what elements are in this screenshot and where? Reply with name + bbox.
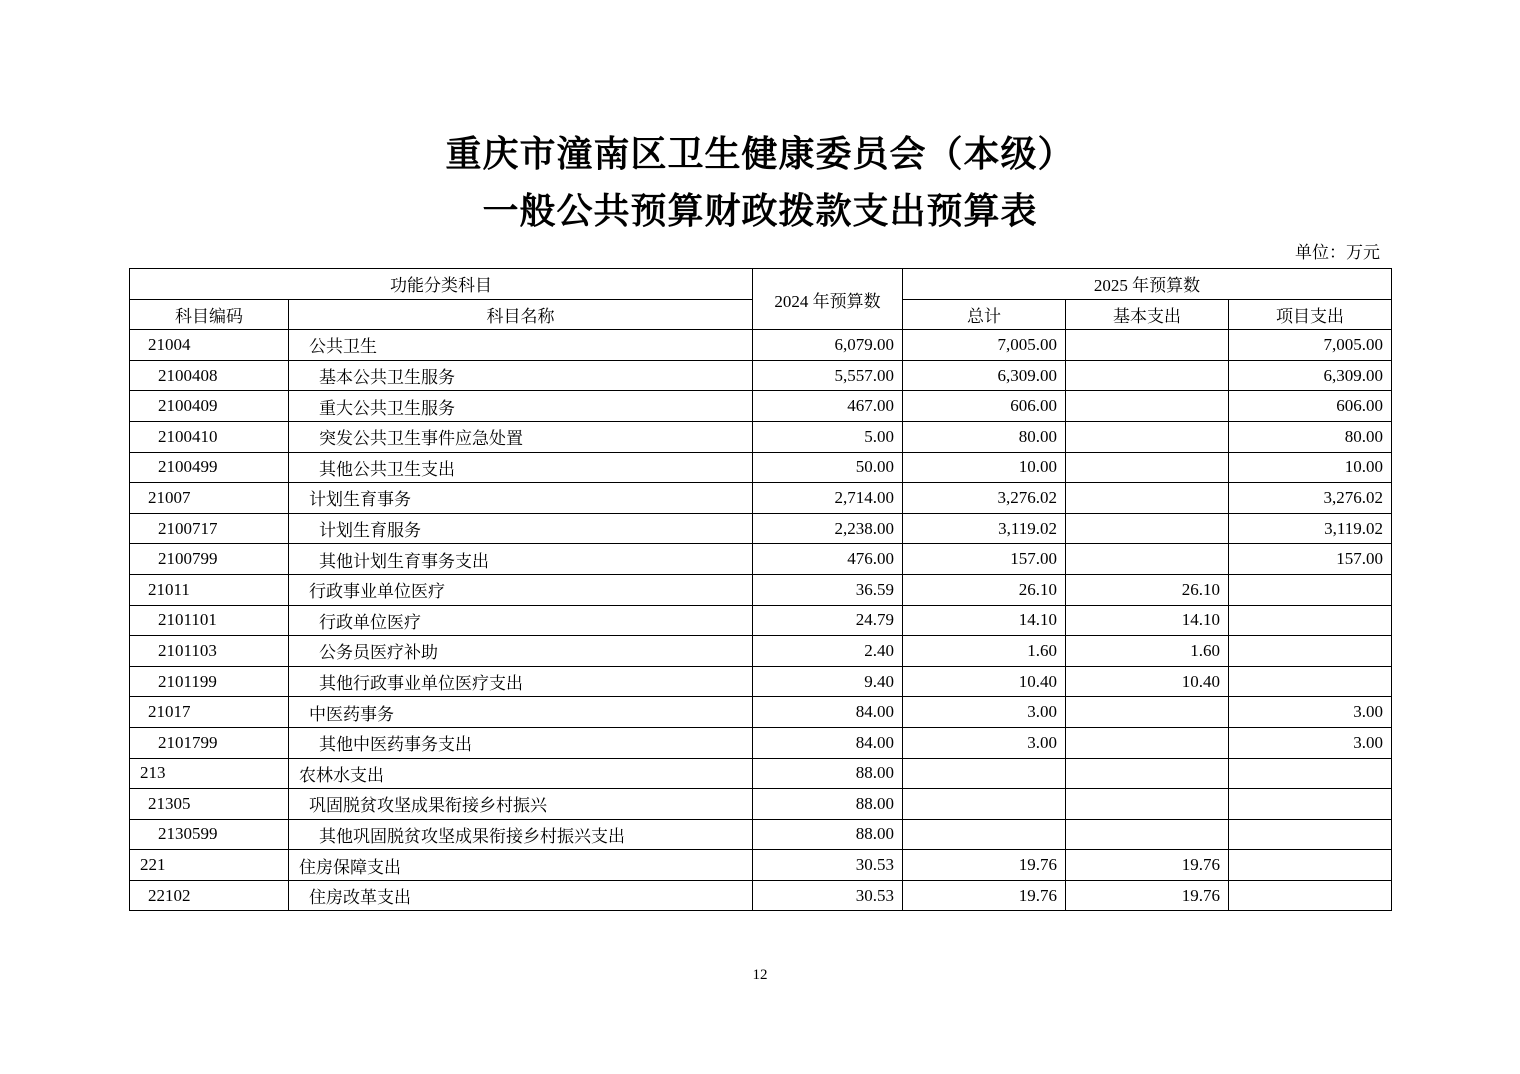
cell-2025-total: 157.00 bbox=[903, 544, 1066, 575]
cell-name: 住房改革支出 bbox=[289, 880, 753, 911]
table-row bbox=[130, 574, 1392, 605]
header-basic: 基本支出 bbox=[1066, 299, 1229, 330]
cell-2025-project bbox=[1229, 605, 1392, 636]
table-row bbox=[130, 391, 1392, 422]
cell-2025-project: 157.00 bbox=[1229, 544, 1392, 575]
cell-name: 巩固脱贫攻坚成果衔接乡村振兴 bbox=[289, 789, 753, 820]
cell-2025-project bbox=[1229, 574, 1392, 605]
cell-2025-basic bbox=[1066, 391, 1229, 422]
cell-name: 计划生育事务 bbox=[289, 483, 753, 514]
cell-code: 221 bbox=[130, 850, 289, 881]
cell-2025-total bbox=[903, 819, 1066, 850]
cell-code: 2100717 bbox=[130, 513, 289, 544]
cell-2025-project: 606.00 bbox=[1229, 391, 1392, 422]
cell-name: 其他中医药事务支出 bbox=[289, 727, 753, 758]
cell-2025-project: 80.00 bbox=[1229, 421, 1392, 452]
cell-2024-budget: 24.79 bbox=[753, 605, 903, 636]
cell-2025-basic bbox=[1066, 697, 1229, 728]
cell-2025-project bbox=[1229, 758, 1392, 789]
cell-2025-basic bbox=[1066, 789, 1229, 820]
cell-2025-total bbox=[903, 758, 1066, 789]
cell-2025-project bbox=[1229, 636, 1392, 667]
cell-name: 农林水支出 bbox=[289, 758, 753, 789]
cell-2024-budget: 6,079.00 bbox=[753, 330, 903, 361]
cell-2025-basic: 26.10 bbox=[1066, 574, 1229, 605]
cell-code: 21017 bbox=[130, 697, 289, 728]
header-2025-group: 2025 年预算数 bbox=[903, 269, 1392, 300]
cell-2025-project: 3,119.02 bbox=[1229, 513, 1392, 544]
table-header bbox=[130, 269, 1392, 330]
cell-2025-basic bbox=[1066, 452, 1229, 483]
cell-name: 住房保障支出 bbox=[289, 850, 753, 881]
table-row bbox=[130, 758, 1392, 789]
cell-2025-project bbox=[1229, 880, 1392, 911]
table-row bbox=[130, 636, 1392, 667]
table-row bbox=[130, 789, 1392, 820]
cell-code: 2100499 bbox=[130, 452, 289, 483]
cell-name: 其他行政事业单位医疗支出 bbox=[289, 666, 753, 697]
budget-table bbox=[129, 268, 1392, 911]
cell-code: 2101101 bbox=[130, 605, 289, 636]
cell-2025-total: 7,005.00 bbox=[903, 330, 1066, 361]
cell-2025-basic bbox=[1066, 330, 1229, 361]
table-row bbox=[130, 697, 1392, 728]
document-title-line-1: 重庆市潼南区卫生健康委员会（本级） bbox=[445, 134, 1075, 175]
cell-2025-project bbox=[1229, 850, 1392, 881]
cell-2025-basic bbox=[1066, 483, 1229, 514]
cell-2025-total: 6,309.00 bbox=[903, 360, 1066, 391]
cell-2025-basic: 14.10 bbox=[1066, 605, 1229, 636]
cell-2024-budget: 2.40 bbox=[753, 636, 903, 667]
cell-2025-project bbox=[1229, 789, 1392, 820]
cell-code: 2100410 bbox=[130, 421, 289, 452]
cell-code: 2130599 bbox=[130, 819, 289, 850]
page-number: 12 bbox=[752, 967, 768, 983]
header-code: 科目编码 bbox=[130, 299, 289, 330]
cell-name: 基本公共卫生服务 bbox=[289, 360, 753, 391]
table-row bbox=[130, 880, 1392, 911]
cell-code: 21011 bbox=[130, 574, 289, 605]
cell-2025-project: 3,276.02 bbox=[1229, 483, 1392, 514]
cell-2025-basic bbox=[1066, 727, 1229, 758]
cell-2025-project: 7,005.00 bbox=[1229, 330, 1392, 361]
cell-2025-total: 606.00 bbox=[903, 391, 1066, 422]
cell-2024-budget: 467.00 bbox=[753, 391, 903, 422]
cell-2025-basic bbox=[1066, 544, 1229, 575]
cell-2025-total: 19.76 bbox=[903, 850, 1066, 881]
cell-name: 其他公共卫生支出 bbox=[289, 452, 753, 483]
cell-2024-budget: 88.00 bbox=[753, 819, 903, 850]
cell-2025-total: 3.00 bbox=[903, 697, 1066, 728]
cell-2024-budget: 36.59 bbox=[753, 574, 903, 605]
cell-code: 2100408 bbox=[130, 360, 289, 391]
cell-name: 公务员医疗补助 bbox=[289, 636, 753, 667]
cell-name: 中医药事务 bbox=[289, 697, 753, 728]
cell-name: 行政事业单位医疗 bbox=[289, 574, 753, 605]
cell-2024-budget: 88.00 bbox=[753, 758, 903, 789]
cell-name: 突发公共卫生事件应急处置 bbox=[289, 421, 753, 452]
cell-2024-budget: 84.00 bbox=[753, 697, 903, 728]
cell-2025-basic: 19.76 bbox=[1066, 880, 1229, 911]
table-row bbox=[130, 421, 1392, 452]
cell-code: 21007 bbox=[130, 483, 289, 514]
cell-2025-basic bbox=[1066, 421, 1229, 452]
header-total: 总计 bbox=[903, 299, 1066, 330]
cell-2024-budget: 2,714.00 bbox=[753, 483, 903, 514]
document-title-line-2: 一般公共预算财政拨款支出预算表 bbox=[482, 191, 1038, 232]
cell-2025-basic bbox=[1066, 819, 1229, 850]
cell-2025-total bbox=[903, 789, 1066, 820]
table-row bbox=[130, 330, 1392, 361]
cell-2025-total: 3.00 bbox=[903, 727, 1066, 758]
cell-2025-total: 14.10 bbox=[903, 605, 1066, 636]
header-project: 项目支出 bbox=[1229, 299, 1392, 330]
cell-2025-basic: 19.76 bbox=[1066, 850, 1229, 881]
cell-name: 行政单位医疗 bbox=[289, 605, 753, 636]
cell-code: 2101199 bbox=[130, 666, 289, 697]
cell-2025-project: 3.00 bbox=[1229, 727, 1392, 758]
cell-2025-project: 3.00 bbox=[1229, 697, 1392, 728]
table-row bbox=[130, 605, 1392, 636]
header-row-1 bbox=[130, 269, 1392, 300]
cell-2024-budget: 9.40 bbox=[753, 666, 903, 697]
cell-2025-basic bbox=[1066, 360, 1229, 391]
cell-code: 2101799 bbox=[130, 727, 289, 758]
cell-2024-budget: 5,557.00 bbox=[753, 360, 903, 391]
cell-2025-total: 10.00 bbox=[903, 452, 1066, 483]
cell-2025-basic bbox=[1066, 513, 1229, 544]
cell-2025-project: 6,309.00 bbox=[1229, 360, 1392, 391]
cell-2025-total: 26.10 bbox=[903, 574, 1066, 605]
cell-code: 2101103 bbox=[130, 636, 289, 667]
header-2024-budget: 2024 年预算数 bbox=[753, 269, 903, 330]
table-row bbox=[130, 513, 1392, 544]
cell-name: 其他计划生育事务支出 bbox=[289, 544, 753, 575]
table-row bbox=[130, 819, 1392, 850]
cell-2024-budget: 50.00 bbox=[753, 452, 903, 483]
cell-2025-project: 10.00 bbox=[1229, 452, 1392, 483]
cell-2024-budget: 2,238.00 bbox=[753, 513, 903, 544]
table-row bbox=[130, 452, 1392, 483]
cell-code: 213 bbox=[130, 758, 289, 789]
cell-2025-project bbox=[1229, 819, 1392, 850]
cell-code: 21305 bbox=[130, 789, 289, 820]
header-name: 科目名称 bbox=[289, 299, 753, 330]
cell-name: 其他巩固脱贫攻坚成果衔接乡村振兴支出 bbox=[289, 819, 753, 850]
cell-2024-budget: 30.53 bbox=[753, 880, 903, 911]
cell-name: 重大公共卫生服务 bbox=[289, 391, 753, 422]
cell-2024-budget: 476.00 bbox=[753, 544, 903, 575]
table-row bbox=[130, 850, 1392, 881]
cell-2024-budget: 30.53 bbox=[753, 850, 903, 881]
cell-2024-budget: 88.00 bbox=[753, 789, 903, 820]
cell-2025-basic: 10.40 bbox=[1066, 666, 1229, 697]
header-func-group: 功能分类科目 bbox=[130, 269, 753, 300]
table-row bbox=[130, 360, 1392, 391]
cell-name: 公共卫生 bbox=[289, 330, 753, 361]
cell-2025-basic: 1.60 bbox=[1066, 636, 1229, 667]
cell-code: 2100409 bbox=[130, 391, 289, 422]
unit-label: 单位：万元 bbox=[1295, 243, 1380, 262]
cell-2025-basic bbox=[1066, 758, 1229, 789]
cell-2025-total: 3,119.02 bbox=[903, 513, 1066, 544]
table-body bbox=[130, 330, 1392, 911]
cell-2025-total: 19.76 bbox=[903, 880, 1066, 911]
cell-2025-total: 80.00 bbox=[903, 421, 1066, 452]
cell-2025-total: 1.60 bbox=[903, 636, 1066, 667]
cell-code: 21004 bbox=[130, 330, 289, 361]
cell-2025-total: 3,276.02 bbox=[903, 483, 1066, 514]
cell-2025-project bbox=[1229, 666, 1392, 697]
cell-name: 计划生育服务 bbox=[289, 513, 753, 544]
cell-2025-total: 10.40 bbox=[903, 666, 1066, 697]
table-row bbox=[130, 544, 1392, 575]
cell-2024-budget: 84.00 bbox=[753, 727, 903, 758]
cell-2024-budget: 5.00 bbox=[753, 421, 903, 452]
table-row bbox=[130, 483, 1392, 514]
table-row bbox=[130, 666, 1392, 697]
cell-code: 2100799 bbox=[130, 544, 289, 575]
cell-code: 22102 bbox=[130, 880, 289, 911]
table-row bbox=[130, 727, 1392, 758]
